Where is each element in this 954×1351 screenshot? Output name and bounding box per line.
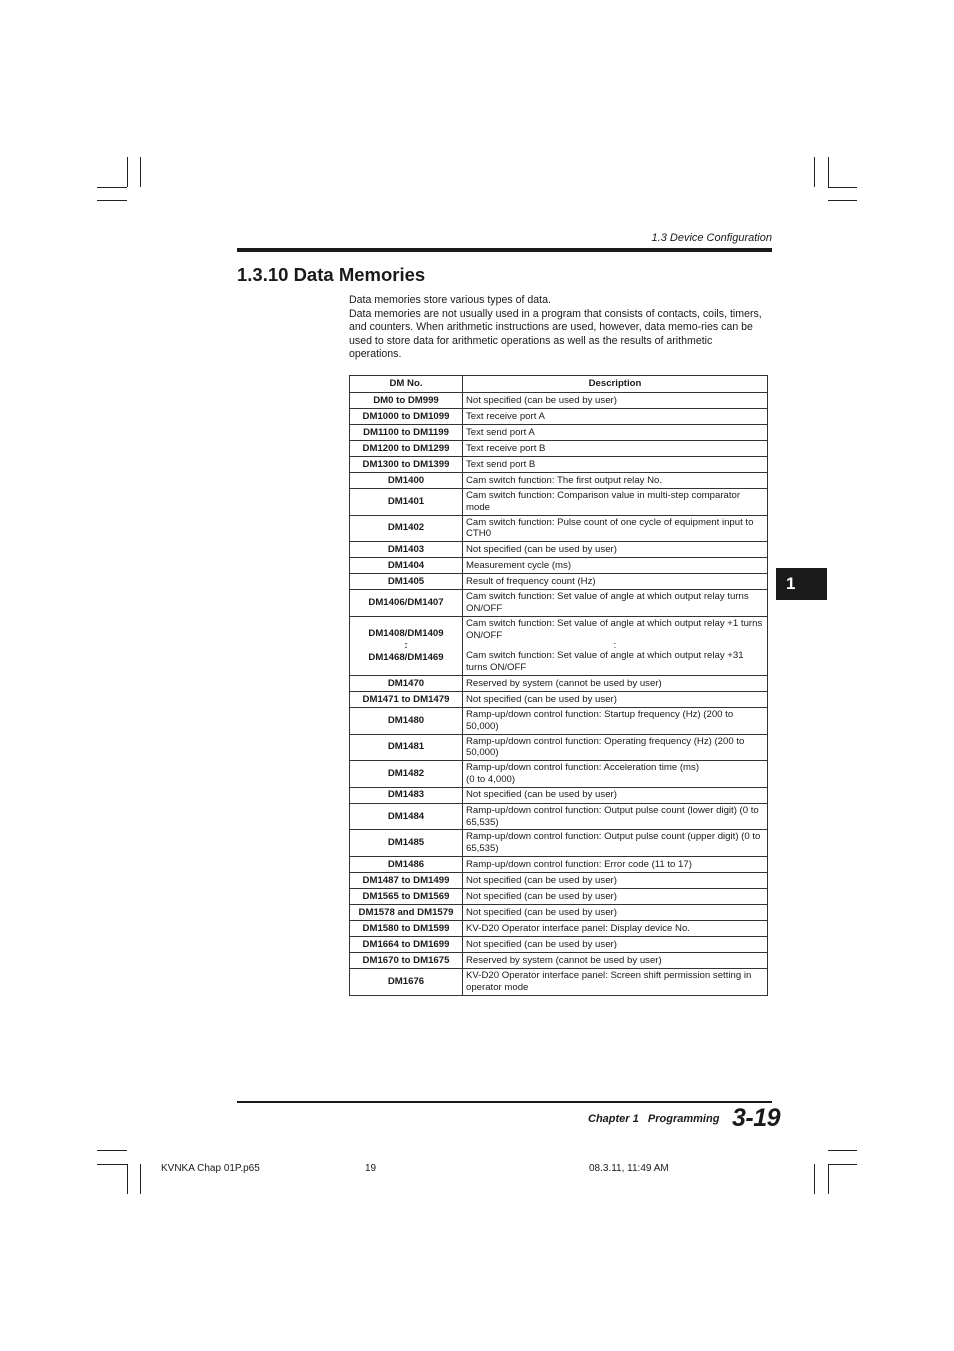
- dm-number-cell: DM1401: [350, 489, 463, 516]
- table-row: [350, 616, 768, 675]
- table-row: [350, 457, 768, 473]
- table-body: [350, 393, 768, 996]
- table-row: [350, 761, 768, 788]
- column-header-dm-no: DM No.: [350, 376, 463, 393]
- dm-number-cell: DM1406/DM1407: [350, 590, 463, 617]
- description-cell: Not specified (can be used by user): [463, 691, 768, 707]
- chapter-tab: 1: [776, 568, 827, 600]
- description-cell: Ramp-up/down control function: Error code (11 to 17): [463, 856, 768, 872]
- description-cell: Not specified (can be used by user): [463, 904, 768, 920]
- description-cell: Reserved by system (cannot be used by user): [463, 952, 768, 968]
- table-row: [350, 904, 768, 920]
- description-cell: Ramp-up/down control function: Output pulse count (upper digit) (0 to 65,535): [463, 830, 768, 857]
- dm-number-line: DM1408/DM1409: [368, 628, 444, 640]
- dm-number-cell: DM1580 to DM1599: [350, 920, 463, 936]
- table-row: [350, 590, 768, 617]
- dm-number-line: :: [404, 639, 408, 651]
- table-row: [350, 441, 768, 457]
- dm-number-cell: [350, 616, 463, 675]
- dm-number-cell: DM1480: [350, 707, 463, 734]
- description-line: :: [613, 640, 617, 652]
- table-row: [350, 888, 768, 904]
- intro-paragraph: Data memories are not usually used in a program that consists of contacts, coils, timers, and counters. When arithmetic instructions are used, however, data memo-ries can be used to store data for arithmetic operations as well as the results of arithmetic operations.: [349, 307, 762, 361]
- table-row: [350, 558, 768, 574]
- description-cell: Measurement cycle (ms): [463, 558, 768, 574]
- description-cell: Result of frequency count (Hz): [463, 574, 768, 590]
- table-row: [350, 691, 768, 707]
- dm-number-cell: DM1404: [350, 558, 463, 574]
- print-timestamp: 08.3.11, 11:49 AM: [589, 1163, 669, 1174]
- dm-number-cell: DM1487 to DM1499: [350, 872, 463, 888]
- chapter-label: Chapter 1 Programming: [588, 1113, 720, 1125]
- table-row: [350, 675, 768, 691]
- table-row: [350, 734, 768, 761]
- description-line: Ramp-up/down control function: Acceleration time (ms): [466, 762, 700, 774]
- description-cell: Cam switch function: Set value of angle at which output relay turns ON/OFF: [463, 590, 768, 617]
- data-memory-table: [349, 375, 768, 996]
- dm-number-cell: DM1403: [350, 542, 463, 558]
- dm-number-cell: DM1300 to DM1399: [350, 457, 463, 473]
- table-row: [350, 489, 768, 516]
- page-number: 3-19: [732, 1104, 781, 1132]
- dm-number-line: DM1468/DM1469: [368, 651, 444, 663]
- dm-number-cell: DM0 to DM999: [350, 393, 463, 409]
- dm-number-cell: DM1484: [350, 803, 463, 830]
- dm-number-cell: DM1664 to DM1699: [350, 936, 463, 952]
- description-cell: Cam switch function: The first output relay No.: [463, 473, 768, 489]
- description-cell: KV-D20 Operator interface panel: Display device No.: [463, 920, 768, 936]
- column-header-description: Description: [463, 376, 768, 393]
- description-cell: Not specified (can be used by user): [463, 936, 768, 952]
- table-row: [350, 803, 768, 830]
- section-title: 1.3.10 Data Memories: [237, 264, 426, 285]
- table-row: [350, 409, 768, 425]
- table-row: [350, 920, 768, 936]
- dm-number-cell: DM1400: [350, 473, 463, 489]
- intro-text: [349, 294, 767, 362]
- table-row: [350, 425, 768, 441]
- table-row: [350, 830, 768, 857]
- description-cell: Not specified (can be used by user): [463, 888, 768, 904]
- description-cell: Text receive port A: [463, 409, 768, 425]
- table-row: [350, 872, 768, 888]
- print-page: 19: [365, 1163, 377, 1174]
- table-row: [350, 952, 768, 968]
- description-line: (0 to 4,000): [466, 773, 516, 785]
- table-row: [350, 574, 768, 590]
- dm-number-cell: DM1402: [350, 515, 463, 542]
- description-cell: Not specified (can be used by user): [463, 872, 768, 888]
- dm-number-cell: DM1670 to DM1675: [350, 952, 463, 968]
- table-row: [350, 393, 768, 409]
- dm-number-cell: DM1405: [350, 574, 463, 590]
- intro-paragraph: Data memories store various types of data.: [349, 294, 551, 306]
- dm-number-cell: DM1481: [350, 734, 463, 761]
- description-cell: Ramp-up/down control function: Output pulse count (lower digit) (0 to 65,535): [463, 803, 768, 830]
- table-row: [350, 473, 768, 489]
- description-cell: Cam switch function: Pulse count of one cycle of equipment input to CTH0: [463, 515, 768, 542]
- description-cell: Reserved by system (cannot be used by user): [463, 675, 768, 691]
- description-cell: Not specified (can be used by user): [463, 393, 768, 409]
- description-line: Cam switch function: Set value of angle at which output relay +31 turns ON/OFF: [466, 650, 744, 674]
- description-cell: Text send port B: [463, 457, 768, 473]
- table-header-row: [350, 376, 768, 393]
- table-row: [350, 787, 768, 803]
- description-cell: Cam switch function: Comparison value in multi-step comparator mode: [463, 489, 768, 516]
- footer-rule: [237, 1101, 772, 1103]
- description-cell: Ramp-up/down control function: Operating frequency (Hz) (200 to 50,000): [463, 734, 768, 761]
- description-cell: Not specified (can be used by user): [463, 542, 768, 558]
- dm-number-cell: DM1676: [350, 968, 463, 995]
- description-cell: Text receive port B: [463, 441, 768, 457]
- description-cell: Ramp-up/down control function: Startup frequency (Hz) (200 to 50,000): [463, 707, 768, 734]
- print-file-name: KVNKA Chap 01P.p65: [161, 1163, 260, 1174]
- running-head: 1.3 Device Configuration: [651, 232, 772, 244]
- dm-number-cell: DM1200 to DM1299: [350, 441, 463, 457]
- dm-number-cell: DM1565 to DM1569: [350, 888, 463, 904]
- dm-number-cell: DM1483: [350, 787, 463, 803]
- dm-number-cell: DM1578 and DM1579: [350, 904, 463, 920]
- dm-number-cell: DM1485: [350, 830, 463, 857]
- description-cell: [463, 616, 768, 675]
- dm-number-cell: DM1470: [350, 675, 463, 691]
- description-cell: [463, 761, 768, 788]
- table-row: [350, 968, 768, 995]
- table-row: [350, 856, 768, 872]
- description-cell: KV-D20 Operator interface panel: Screen shift permission setting in operator mode: [463, 968, 768, 995]
- header-rule: [237, 248, 772, 252]
- description-line: Cam switch function: Set value of angle at which output relay +1 turns ON/OFF: [466, 617, 763, 641]
- table-row: [350, 936, 768, 952]
- dm-number-cell: DM1000 to DM1099: [350, 409, 463, 425]
- dm-number-cell: DM1471 to DM1479: [350, 691, 463, 707]
- dm-number-cell: DM1486: [350, 856, 463, 872]
- description-cell: Text send port A: [463, 425, 768, 441]
- dm-number-cell: DM1482: [350, 761, 463, 788]
- table-row: [350, 515, 768, 542]
- table-row: [350, 707, 768, 734]
- table-row: [350, 542, 768, 558]
- description-cell: Not specified (can be used by user): [463, 787, 768, 803]
- dm-number-cell: DM1100 to DM1199: [350, 425, 463, 441]
